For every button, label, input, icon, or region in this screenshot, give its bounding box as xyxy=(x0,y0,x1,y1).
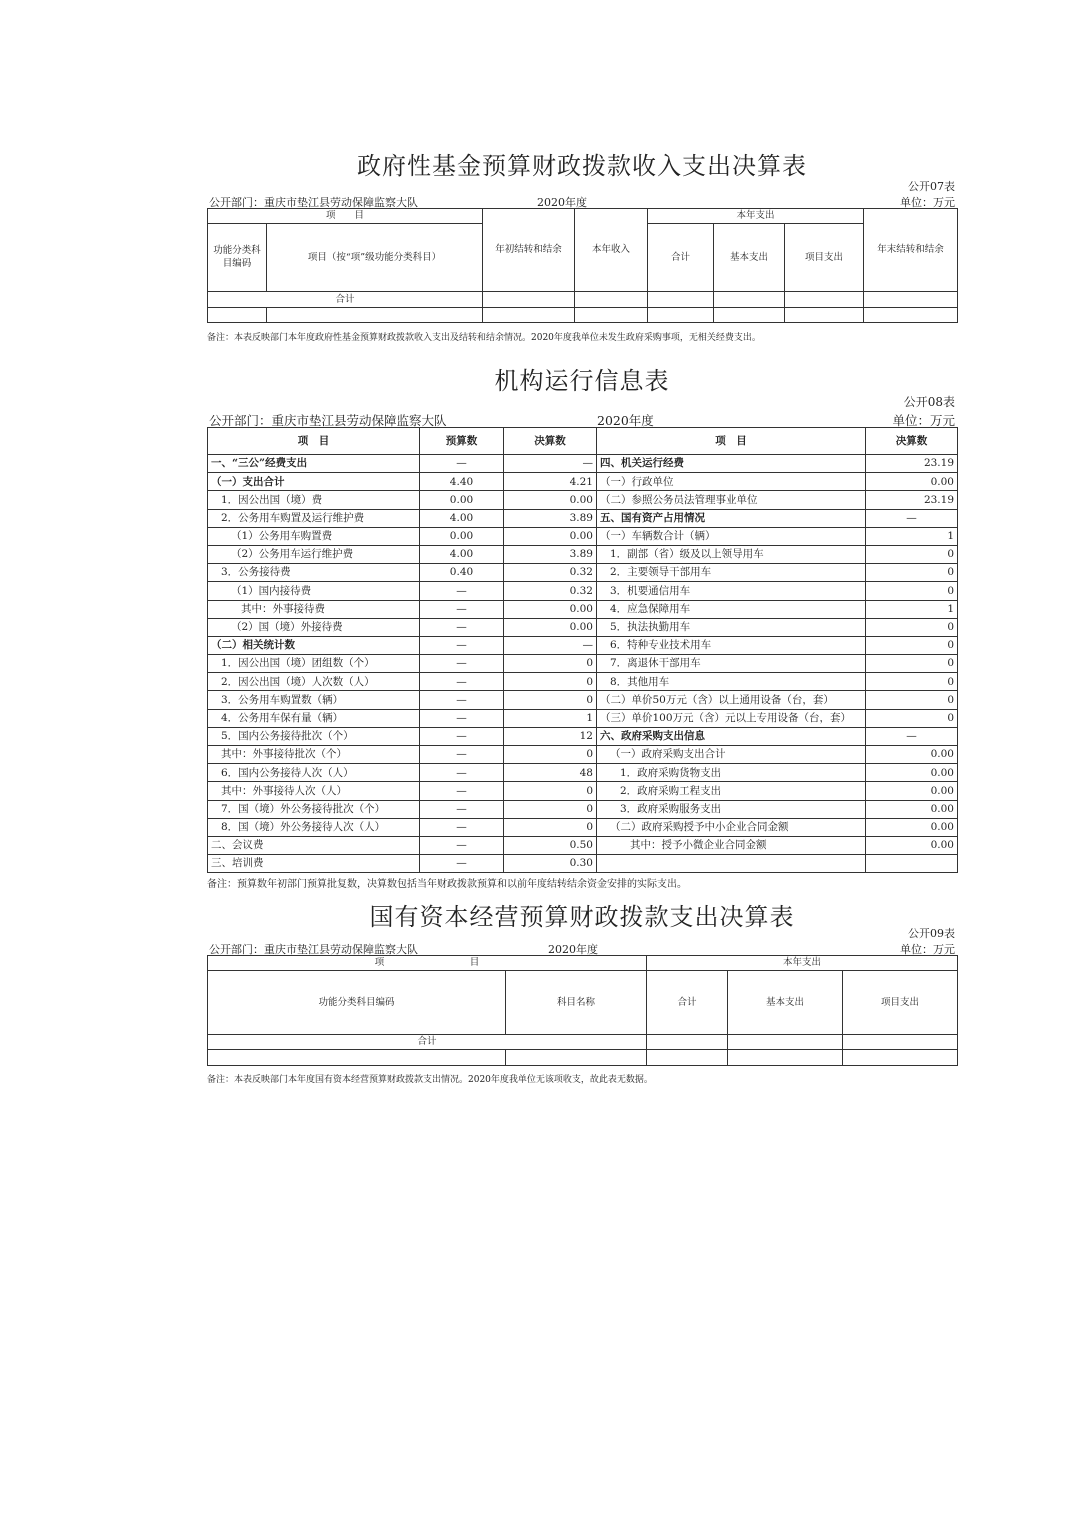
row-final: 12 xyxy=(504,727,597,745)
table08-header-budget: 预算数 xyxy=(420,428,504,455)
row-final: — xyxy=(504,636,597,654)
table08-row xyxy=(208,691,958,709)
table09-header-total: 合计 xyxy=(647,971,728,1035)
row-final-right: 0 xyxy=(866,709,958,727)
row-budget: — xyxy=(420,709,504,727)
row-final-right: 0 xyxy=(866,691,958,709)
row-item-left: 5．国内公务接待批次（个） xyxy=(208,727,420,745)
table07-note: 备注：本表反映部门本年度政府性基金预算财政拨款收入支出及结转和结余情况。2020年度我单位未发生政府采购事项，无相关经费支出。 xyxy=(207,333,761,343)
table07-header-end-balance: 年末结转和结余 xyxy=(864,209,958,292)
table08-row xyxy=(208,836,958,854)
row-final: 0 xyxy=(504,782,597,800)
table08-note: 备注：预算数年初部门预算批复数，决算数包括当年财政拨款预算和以前年度结转结余资金安排的实际支出。 xyxy=(207,879,687,890)
table07-title: 政府性基金预算财政拨款收入支出决算表 xyxy=(357,152,807,180)
table07-header-basic: 基本支出 xyxy=(714,224,785,292)
row-item-right: 其中：授予小微企业合同金额 xyxy=(597,836,866,854)
row-final-right: 0 xyxy=(866,545,958,563)
row-item-right: （一）车辆数合计（辆） xyxy=(597,527,866,545)
row-final: 1 xyxy=(504,709,597,727)
row-item-left: 其中：外事接待批次（个） xyxy=(208,746,420,764)
row-final: 0.00 xyxy=(504,618,597,636)
row-item-left: 3．公务用车购置数（辆） xyxy=(208,691,420,709)
row-item-left: 其中：外事接待费 xyxy=(208,600,420,618)
row-final-right: 0 xyxy=(866,655,958,673)
row-item-left: 其中：外事接待人次（人） xyxy=(208,782,420,800)
table07-header-func-code: 功能分类科目编码 xyxy=(208,224,267,292)
row-budget: — xyxy=(420,746,504,764)
row-item-right: 6．特种专业技术用车 xyxy=(597,636,866,654)
row-budget: 4.00 xyxy=(420,509,504,527)
row-final-right: 0.00 xyxy=(866,473,958,491)
table08-row xyxy=(208,746,958,764)
row-budget: — xyxy=(420,673,504,691)
table09-header-basic: 基本支出 xyxy=(728,971,843,1035)
row-final-right: 0.00 xyxy=(866,818,958,836)
row-final: 0.00 xyxy=(504,600,597,618)
table07-header-begin-balance: 年初结转和结余 xyxy=(483,209,575,292)
row-final: 0.30 xyxy=(504,855,597,873)
row-item-right: （二）单价50万元（含）以上通用设备（台，套） xyxy=(597,691,866,709)
table09-code: 公开09表 xyxy=(908,927,955,940)
table09 xyxy=(207,955,958,1066)
row-item-right: 7．离退休干部用车 xyxy=(597,655,866,673)
table08-title: 机构运行信息表 xyxy=(494,367,670,395)
table08-row xyxy=(208,800,958,818)
row-item-left: （二）相关统计数 xyxy=(208,636,420,654)
row-final-right: 0 xyxy=(866,636,958,654)
table07-year: 2020年度 xyxy=(537,196,587,209)
row-budget: — xyxy=(420,800,504,818)
row-budget: — xyxy=(420,727,504,745)
row-final-right: 0.00 xyxy=(866,836,958,854)
row-final-right: 0.00 xyxy=(866,764,958,782)
row-item-right: 五、国有资产占用情况 xyxy=(597,509,866,527)
row-item-right: （二）政府采购授予中小企业合同金额 xyxy=(597,818,866,836)
row-final: 0 xyxy=(504,746,597,764)
table07-dept: 公开部门：重庆市垫江县劳动保障监察大队 xyxy=(209,196,418,209)
row-item-right: （二）参照公务员法管理事业单位 xyxy=(597,491,866,509)
table08-dept: 公开部门：重庆市垫江县劳动保障监察大队 xyxy=(209,413,447,428)
row-item-right: 1．副部（省）级及以上领导用车 xyxy=(597,545,866,563)
table08-header-item-left: 项 目 xyxy=(208,428,420,455)
row-budget: — xyxy=(420,855,504,873)
table09-header-project: 项目支出 xyxy=(843,971,958,1035)
row-item-left: 6．国内公务接待人次（人） xyxy=(208,764,420,782)
row-item-left: （一）支出合计 xyxy=(208,473,420,491)
row-item-left: 2．公务用车购置及运行维护费 xyxy=(208,509,420,527)
table08-row xyxy=(208,636,958,654)
row-item-left: 1．因公出国（境）团组数（个） xyxy=(208,655,420,673)
row-final-right: 0.00 xyxy=(866,782,958,800)
table08-row xyxy=(208,673,958,691)
row-budget: — xyxy=(420,818,504,836)
table07-total-row xyxy=(208,292,958,308)
row-final: 3.89 xyxy=(504,545,597,563)
table09-section xyxy=(207,895,957,1095)
table07-total-label: 合计 xyxy=(208,292,483,308)
row-final: 4.21 xyxy=(504,473,597,491)
table08-header-item-right: 项 目 xyxy=(597,428,866,455)
table07 xyxy=(207,208,958,323)
table09-total-label: 合计 xyxy=(208,1035,647,1050)
row-budget: — xyxy=(420,764,504,782)
row-final: 0.00 xyxy=(504,491,597,509)
row-final: 0.32 xyxy=(504,582,597,600)
table07-header-expense: 本年支出 xyxy=(648,209,864,224)
row-item-right: （三）单价100万元（含）元以上专用设备（台，套） xyxy=(597,709,866,727)
table08-code: 公开08表 xyxy=(903,395,955,409)
row-final-right: 0.00 xyxy=(866,746,958,764)
table07-header-income: 本年收入 xyxy=(575,209,648,292)
row-budget: — xyxy=(420,655,504,673)
table08-row xyxy=(208,818,958,836)
row-item-left: 1．因公出国（境）费 xyxy=(208,491,420,509)
row-final-right: 0 xyxy=(866,582,958,600)
table07-empty-row xyxy=(208,308,958,323)
table08-year: 2020年度 xyxy=(597,413,654,428)
table08-header-final-right: 决算数 xyxy=(866,428,958,455)
row-item-left: （1）国内接待费 xyxy=(208,582,420,600)
row-item-right: （一）政府采购支出合计 xyxy=(597,746,866,764)
table07-header-item: 项 目 xyxy=(208,209,483,224)
row-budget: 4.40 xyxy=(420,473,504,491)
table07-unit: 单位：万元 xyxy=(900,196,955,209)
table07-header-total: 合计 xyxy=(648,224,714,292)
row-item-left: 二、会议费 xyxy=(208,836,420,854)
row-item-left: 4．公务用车保有量（辆） xyxy=(208,709,420,727)
row-final: 0 xyxy=(504,800,597,818)
row-item-right: 2．主要领导干部用车 xyxy=(597,564,866,582)
row-final-right: 0 xyxy=(866,673,958,691)
table08-row xyxy=(208,782,958,800)
row-item-right: 六、政府采购支出信息 xyxy=(597,727,866,745)
table07-header-project: 项目支出 xyxy=(785,224,864,292)
table09-header-expense: 本年支出 xyxy=(647,956,958,971)
row-final-right: 23.19 xyxy=(866,455,958,473)
table09-dept: 公开部门：重庆市垫江县劳动保障监察大队 xyxy=(209,943,418,956)
table08-row xyxy=(208,527,958,545)
row-item-left: （2）公务用车运行维护费 xyxy=(208,545,420,563)
table08-row xyxy=(208,491,958,509)
table08-row xyxy=(208,545,958,563)
table08-row xyxy=(208,455,958,473)
row-final-right: — xyxy=(866,509,958,527)
row-item-right: 2．政府采购工程支出 xyxy=(597,782,866,800)
row-item-left: （1）公务用车购置费 xyxy=(208,527,420,545)
row-final: 0 xyxy=(504,673,597,691)
table09-total-row xyxy=(208,1035,958,1050)
table08-row xyxy=(208,727,958,745)
row-item-left: 一、“三公”经费支出 xyxy=(208,455,420,473)
row-item-right xyxy=(597,855,866,873)
row-budget: 0.00 xyxy=(420,491,504,509)
row-item-right: 5．执法执勤用车 xyxy=(597,618,866,636)
row-item-left: 8．国（境）外公务接待人次（人） xyxy=(208,818,420,836)
row-budget: — xyxy=(420,836,504,854)
row-final-right xyxy=(866,855,958,873)
table08-header-final: 决算数 xyxy=(504,428,597,455)
row-budget: 4.00 xyxy=(420,545,504,563)
table08-row xyxy=(208,473,958,491)
table08-row xyxy=(208,618,958,636)
row-final-right: 23.19 xyxy=(866,491,958,509)
row-item-left: 三、培训费 xyxy=(208,855,420,873)
row-budget: — xyxy=(420,636,504,654)
row-item-right: （一）行政单位 xyxy=(597,473,866,491)
table09-header-func-code: 功能分类科目编码 xyxy=(208,971,506,1035)
row-item-left: （2）国（境）外接待费 xyxy=(208,618,420,636)
table09-unit: 单位：万元 xyxy=(900,943,955,956)
row-item-right: 8．其他用车 xyxy=(597,673,866,691)
row-final-right: 1 xyxy=(866,600,958,618)
row-final-right: — xyxy=(866,727,958,745)
table08-row xyxy=(208,582,958,600)
row-final-right: 1 xyxy=(866,527,958,545)
table07-code: 公开07表 xyxy=(908,180,955,193)
table08-unit: 单位：万元 xyxy=(892,413,955,428)
row-final: 0 xyxy=(504,691,597,709)
row-budget: — xyxy=(420,782,504,800)
table08-row xyxy=(208,509,958,527)
row-budget: 0.40 xyxy=(420,564,504,582)
table08 xyxy=(207,427,958,873)
row-item-left: 3．公务接待费 xyxy=(208,564,420,582)
table09-empty-row xyxy=(208,1050,958,1066)
row-final: 0.50 xyxy=(504,836,597,854)
row-final-right: 0.00 xyxy=(866,800,958,818)
table09-title: 国有资本经营预算财政拨款支出决算表 xyxy=(369,903,795,931)
table08-row xyxy=(208,764,958,782)
table08-header-row xyxy=(208,428,958,455)
table07-header-item-name: 项目（按“项”级功能分类科目） xyxy=(267,224,483,292)
row-item-left: 2．因公出国（境）人次数（人） xyxy=(208,673,420,691)
row-budget: — xyxy=(420,600,504,618)
row-budget: 0.00 xyxy=(420,527,504,545)
row-final: 0.00 xyxy=(504,527,597,545)
table09-note: 备注：本表反映部门本年度国有资本经营预算财政拨款支出情况。2020年度我单位无该项收支，故此表无数据。 xyxy=(207,1075,653,1085)
table08-row xyxy=(208,600,958,618)
row-final: 0.32 xyxy=(504,564,597,582)
row-final: 0 xyxy=(504,818,597,836)
row-budget: — xyxy=(420,691,504,709)
row-item-right: 四、机关运行经费 xyxy=(597,455,866,473)
row-item-right: 1．政府采购货物支出 xyxy=(597,764,866,782)
table08-row xyxy=(208,855,958,873)
row-item-right: 3．政府采购服务支出 xyxy=(597,800,866,818)
row-final: 3.89 xyxy=(504,509,597,527)
row-final: 48 xyxy=(504,764,597,782)
row-final-right: 0 xyxy=(866,564,958,582)
row-final: 0 xyxy=(504,655,597,673)
row-budget: — xyxy=(420,455,504,473)
table08-section xyxy=(207,355,957,895)
row-budget: — xyxy=(420,582,504,600)
table09-header-subject: 科目名称 xyxy=(506,971,647,1035)
row-item-left: 7．国（境）外公务接待批次（个） xyxy=(208,800,420,818)
row-item-right: 3．机要通信用车 xyxy=(597,582,866,600)
table08-row xyxy=(208,655,958,673)
row-item-right: 4．应急保障用车 xyxy=(597,600,866,618)
row-budget: — xyxy=(420,618,504,636)
table07-section xyxy=(207,140,957,350)
table09-year: 2020年度 xyxy=(548,943,598,956)
table08-row xyxy=(208,709,958,727)
row-final: — xyxy=(504,455,597,473)
row-final-right: 0 xyxy=(866,618,958,636)
table09-header-item: 项 目 xyxy=(208,956,647,971)
table08-row xyxy=(208,564,958,582)
